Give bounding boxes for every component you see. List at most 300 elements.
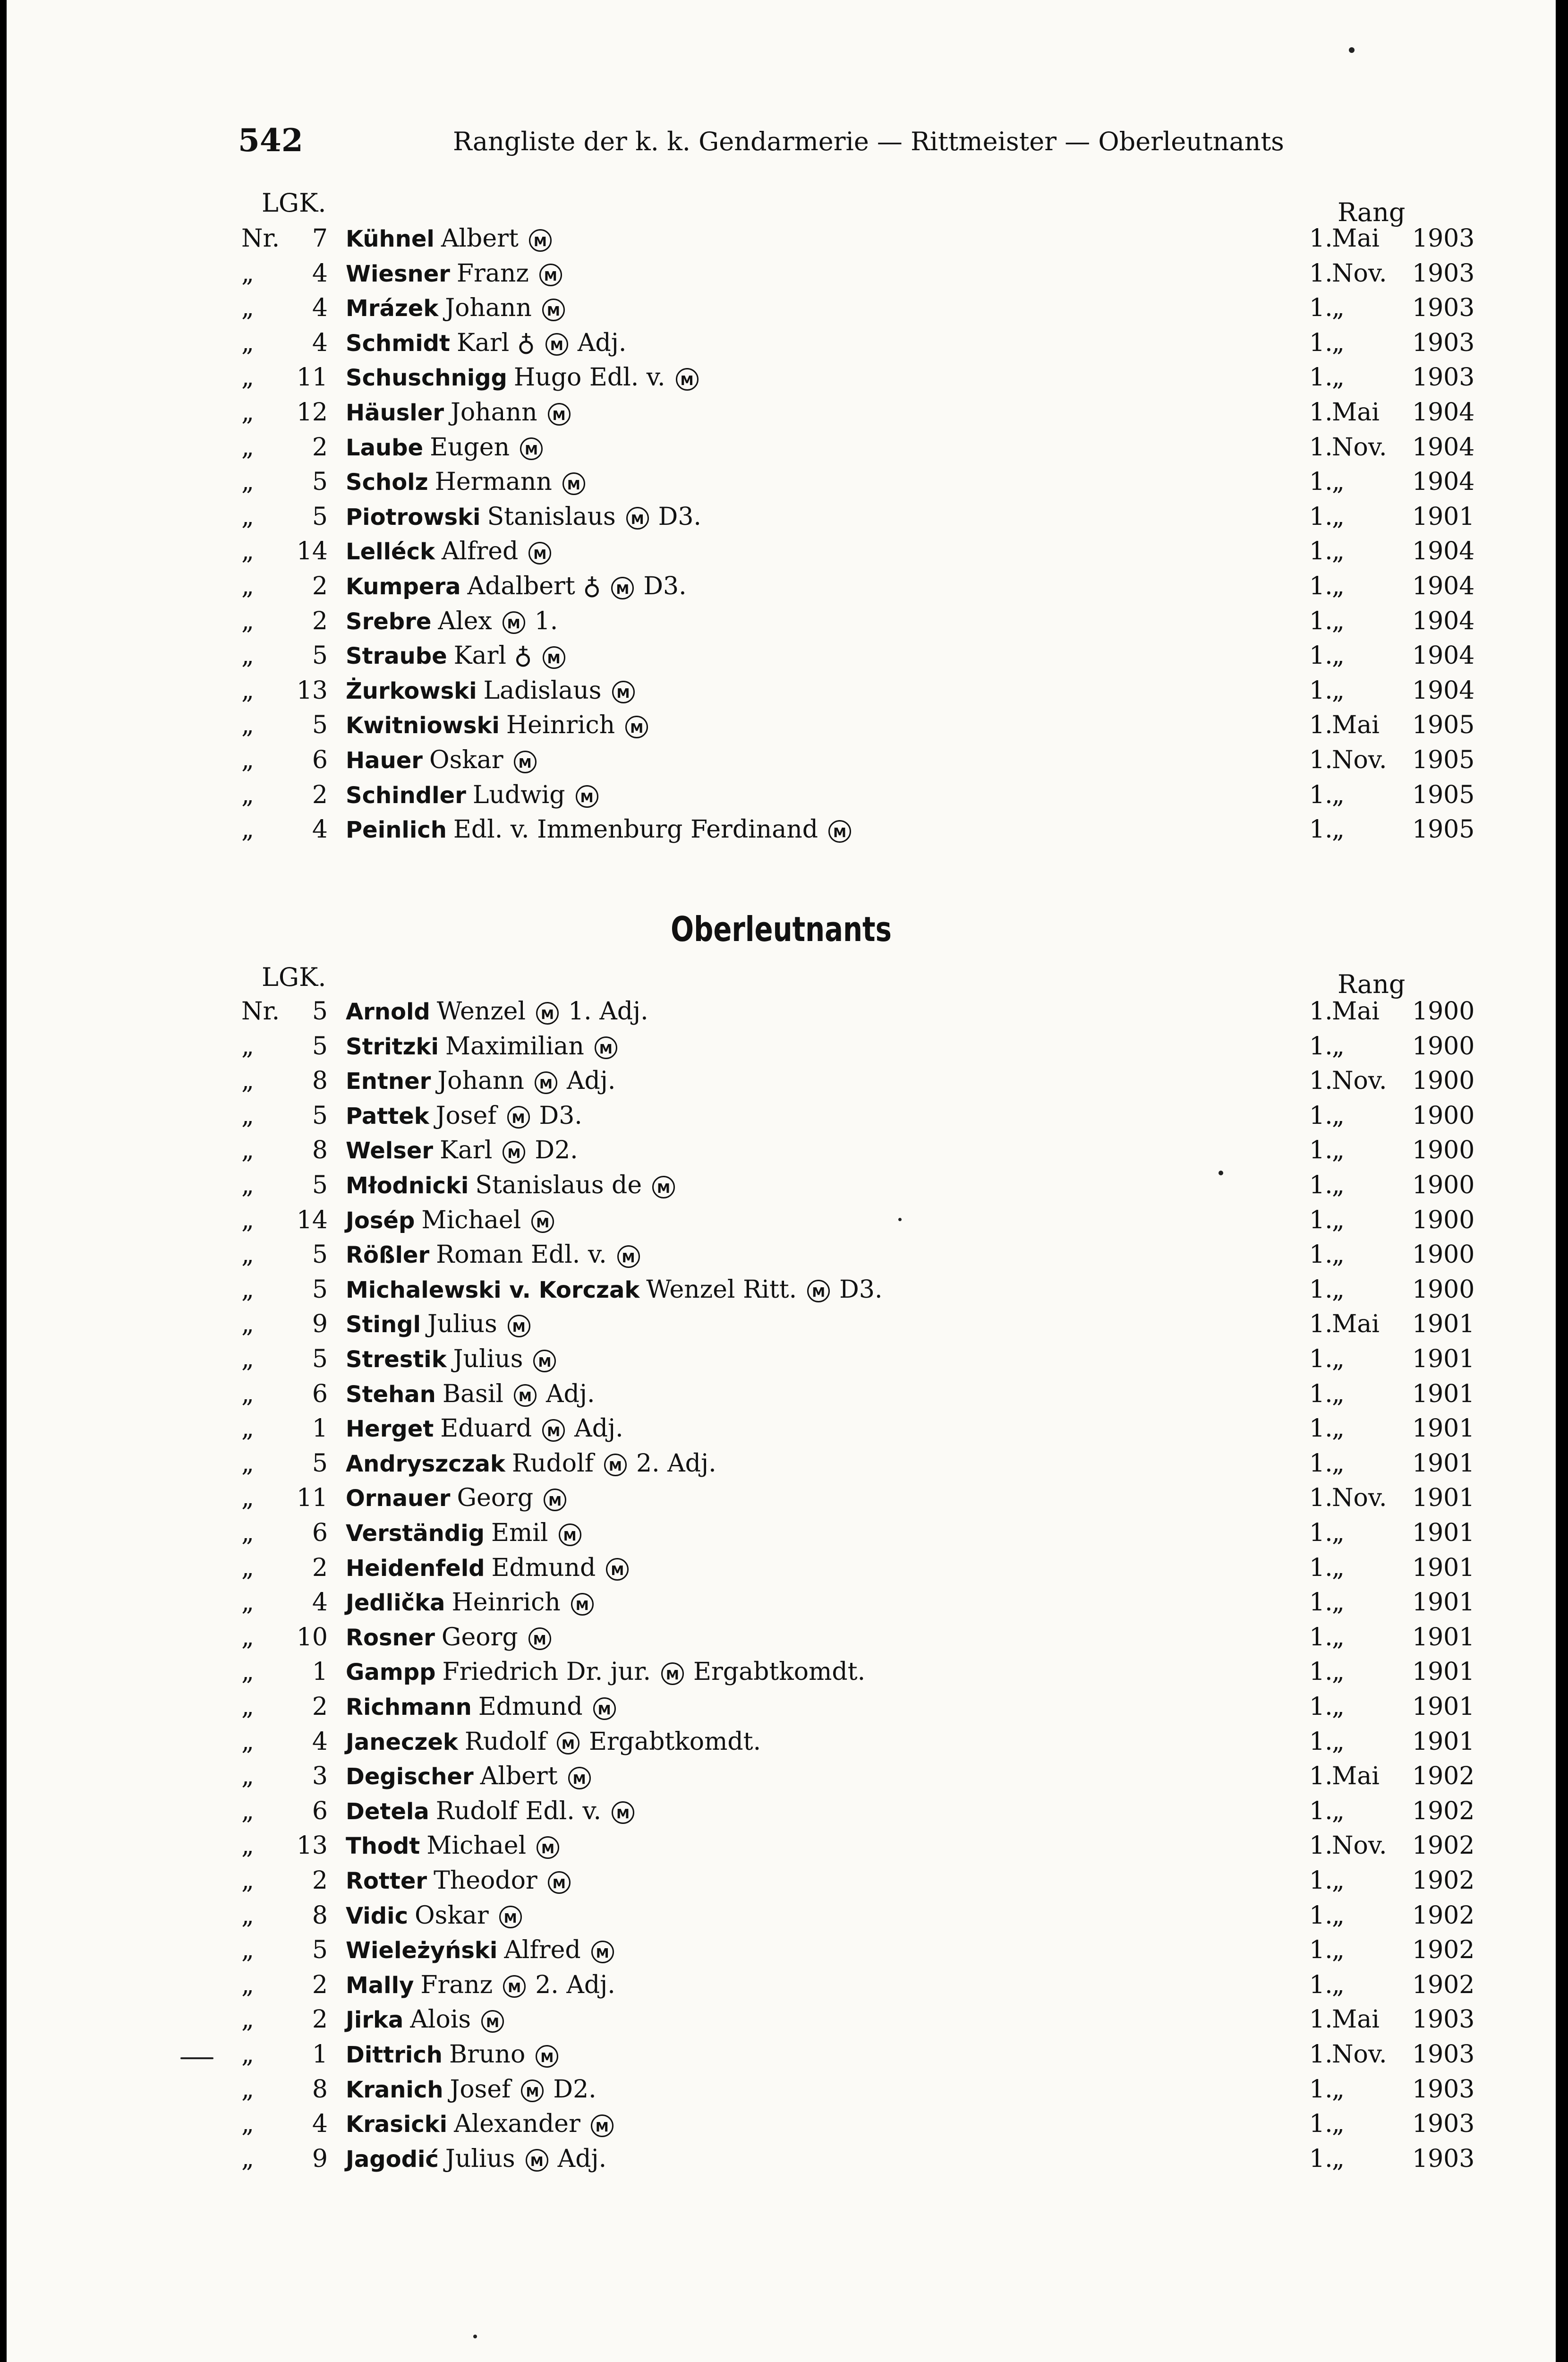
row-prefix: „ [241, 1067, 254, 1095]
roster-row [7, 1588, 1556, 1623]
medal-icon: M [676, 368, 699, 391]
rank-year: 1901 [1412, 1588, 1475, 1617]
medal-icon: M [535, 1071, 557, 1094]
medal-icon: M [528, 1627, 551, 1650]
rank-year: 1900 [1412, 1067, 1475, 1095]
surname: Mrázek [346, 295, 439, 322]
given-name: Franz [456, 259, 529, 288]
rank-date [1309, 398, 1475, 427]
lgk-number: 6 [312, 1519, 328, 1547]
roster-row [7, 1831, 1556, 1866]
row-prefix: „ [241, 1901, 254, 1930]
lgk-number: 5 [312, 642, 328, 670]
surname: Dittrich [346, 2042, 443, 2068]
rank-date [1309, 1658, 1475, 1686]
row-prefix: „ [241, 1171, 254, 1199]
given-name: Ludwig [472, 780, 565, 809]
surname: Entner [346, 1068, 431, 1095]
row-prefix: „ [241, 1449, 254, 1478]
officer-name [346, 1866, 571, 1895]
rank-year: 1902 [1412, 1797, 1475, 1825]
rank-day: 1. [1309, 1970, 1333, 1999]
officer-name [346, 1901, 522, 1930]
surname: Thodt [346, 1833, 420, 1860]
rank-date [1309, 1866, 1475, 1895]
rank-date [1309, 1588, 1475, 1617]
surname: Welser [346, 1138, 434, 1164]
annotation: 2. Adj. [636, 1449, 716, 1478]
rank-year: 1901 [1412, 502, 1475, 531]
medal-icon: M [507, 1106, 530, 1129]
surname: Häusler [346, 400, 444, 426]
officer-name [346, 1971, 615, 1999]
roster-row [7, 294, 1556, 329]
given-name: Stanislaus de [475, 1171, 642, 1199]
rank-date [1309, 1345, 1475, 1373]
medal-icon: M [562, 472, 585, 495]
rank-day: 1. [1309, 468, 1333, 496]
surname: Straube [346, 643, 447, 670]
roster-row [7, 1032, 1556, 1067]
given-name: Eduard [440, 1414, 532, 1443]
medal-icon: M [576, 785, 598, 808]
row-prefix: „ [241, 1379, 254, 1408]
surname: Verständig [346, 1520, 485, 1547]
rank-month: „ [1332, 642, 1345, 670]
lgk-number: 5 [312, 1275, 328, 1304]
surname: Jirka [346, 2007, 404, 2034]
rank-day: 1. [1309, 224, 1333, 253]
medal-icon: M [503, 1975, 526, 1998]
rank-month: „ [1332, 1658, 1345, 1686]
rank-month: „ [1332, 468, 1345, 496]
officer-name [346, 607, 558, 635]
given-name: Oskar [429, 746, 503, 774]
officer-name [346, 1519, 581, 1547]
row-prefix: „ [241, 1553, 254, 1582]
rank-year: 1903 [1412, 224, 1475, 253]
surname: Pattek [346, 1103, 429, 1130]
roster-row [7, 2145, 1556, 2180]
rank-month: „ [1332, 1727, 1345, 1756]
rank-month: „ [1332, 1901, 1345, 1930]
rank-month: „ [1332, 1588, 1345, 1617]
rank-month: „ [1332, 1206, 1345, 1234]
rank-month: Nov. [1332, 1067, 1387, 1095]
rank-date [1309, 642, 1475, 670]
row-prefix: „ [241, 363, 254, 392]
given-name: Edl. v. Immenburg Ferdinand [453, 815, 818, 844]
lgk-number: 2 [312, 607, 328, 635]
rank-day: 1. [1309, 1449, 1333, 1478]
row-prefix: „ [241, 1275, 254, 1304]
rank-month: „ [1332, 1171, 1345, 1199]
roster-row [7, 1067, 1556, 1102]
rank-year: 1900 [1412, 1136, 1475, 1165]
officer-name [346, 2145, 606, 2173]
rank-day: 1. [1309, 2110, 1333, 2139]
speck-mark [1349, 47, 1355, 53]
lgk-number: 5 [312, 502, 328, 531]
surname: Schindler [346, 782, 466, 809]
lgk-number: 9 [312, 2144, 328, 2173]
medal-icon: M [571, 1593, 594, 1616]
given-name: Basil [442, 1379, 503, 1408]
given-name: Rudolf [464, 1727, 546, 1756]
rank-year: 1901 [1412, 1345, 1475, 1373]
rank-day: 1. [1309, 1553, 1333, 1582]
row-prefix: „ [241, 1241, 254, 1269]
row-prefix: „ [241, 1310, 254, 1339]
given-name: Adalbert ♁ [467, 572, 601, 600]
row-prefix: „ [241, 328, 254, 357]
roster-row [7, 1901, 1556, 1936]
rank-month: „ [1332, 2144, 1345, 2173]
given-name: Heinrich [452, 1588, 561, 1617]
officer-name [346, 2040, 558, 2069]
rank-day: 1. [1309, 2005, 1333, 2034]
medal-icon: M [536, 2045, 558, 2068]
given-name: Alfred [441, 537, 519, 566]
surname: Schuschnigg [346, 365, 507, 392]
rank-month: „ [1332, 1623, 1345, 1652]
rank-month: „ [1332, 815, 1345, 844]
rank-day: 1. [1309, 1275, 1333, 1304]
medal-icon: M [595, 1036, 617, 1059]
given-name: Wenzel [436, 997, 526, 1026]
rank-month: „ [1332, 1797, 1345, 1825]
officer-name [346, 1658, 865, 1686]
officer-name [346, 781, 598, 809]
surname: Żurkowski [346, 677, 477, 704]
rank-date [1309, 676, 1475, 705]
roster-row [7, 224, 1556, 259]
lgk-number: 1 [312, 1414, 328, 1443]
given-name: Eugen [430, 433, 510, 462]
row-prefix: „ [241, 1206, 254, 1234]
rank-date [1309, 1275, 1475, 1304]
officer-name [346, 1623, 551, 1652]
rank-day: 1. [1309, 1762, 1333, 1791]
surname: Mally [346, 1972, 414, 1999]
lgk-number: 5 [312, 1171, 328, 1199]
given-name: Albert [441, 224, 519, 253]
roster-row [7, 363, 1556, 398]
given-name: Julius [453, 1345, 523, 1373]
surname: Hauer [346, 747, 423, 774]
rank-year: 1901 [1412, 1693, 1475, 1721]
medal-icon: M [503, 611, 525, 634]
rank-year: 1900 [1412, 997, 1475, 1026]
rank-year: 1901 [1412, 1449, 1475, 1478]
row-prefix: „ [241, 1866, 254, 1895]
rank-day: 1. [1309, 363, 1333, 392]
row-prefix: „ [241, 1797, 254, 1825]
rank-month: Nov. [1332, 259, 1387, 288]
rank-day: 1. [1309, 1901, 1333, 1930]
lgk-number: 2 [312, 1970, 328, 1999]
row-prefix: „ [241, 1658, 254, 1686]
surname: Josép [346, 1207, 415, 1234]
lgk-number: 11 [296, 363, 328, 392]
rank-year: 1901 [1412, 1727, 1475, 1756]
officer-name [346, 1588, 594, 1617]
rank-day: 1. [1309, 433, 1333, 462]
rank-year: 1902 [1412, 1970, 1475, 1999]
row-prefix: „ [241, 398, 254, 427]
medal-icon: M [526, 2149, 548, 2172]
rank-year: 1902 [1412, 1936, 1475, 1965]
given-name: Michael [421, 1206, 521, 1234]
officer-name [346, 329, 626, 357]
given-name: Stanislaus [487, 502, 616, 531]
rank-year: 1901 [1412, 1484, 1475, 1513]
lgk-number: 10 [296, 1623, 328, 1652]
given-name: Josef [435, 1101, 497, 1130]
rank-date [1309, 2144, 1475, 2173]
lgk-number: 6 [312, 746, 328, 774]
row-prefix: „ [241, 1623, 254, 1652]
row-prefix: „ [241, 2110, 254, 2139]
lgk-number: 11 [296, 1484, 328, 1513]
officer-name [346, 2110, 614, 2138]
officer-name [346, 1380, 595, 1408]
medal-icon: M [548, 403, 571, 426]
officer-name [346, 1797, 634, 1825]
rank-date [1309, 294, 1475, 323]
medal-icon: M [807, 1280, 830, 1302]
rank-year: 1902 [1412, 1901, 1475, 1930]
surname: Wiesner [346, 260, 450, 287]
medal-icon: M [611, 577, 634, 599]
rank-year: 1900 [1412, 1032, 1475, 1061]
officer-name [346, 1241, 640, 1269]
rank-date [1309, 1171, 1475, 1199]
rank-month: „ [1332, 1136, 1345, 1165]
rank-month: Mai [1332, 398, 1380, 427]
surname: Andryszczak [346, 1450, 505, 1477]
lgk-number: 2 [312, 1553, 328, 1582]
given-name: Johann [437, 1067, 524, 1095]
medal-icon: M [626, 507, 649, 530]
rank-date [1309, 502, 1475, 531]
roster-row [7, 1345, 1556, 1380]
medal-icon: M [542, 1419, 565, 1442]
rank-day: 1. [1309, 1101, 1333, 1130]
rank-date [1309, 997, 1475, 1026]
surname: Wieleżyński [346, 1937, 498, 1964]
row-prefix: „ [241, 502, 254, 531]
rank-year: 1900 [1412, 1101, 1475, 1130]
rank-month: „ [1332, 1275, 1345, 1304]
given-name: Georg [441, 1623, 518, 1652]
rank-date [1309, 1136, 1475, 1165]
rank-day: 1. [1309, 607, 1333, 635]
surname: Arnold [346, 999, 430, 1025]
medal-icon: M [508, 1315, 530, 1337]
rank-month: „ [1332, 1101, 1345, 1130]
rank-year: 1900 [1412, 1171, 1475, 1199]
rank-date [1309, 572, 1475, 600]
officer-name [346, 224, 552, 253]
lgk-number: 2 [312, 780, 328, 809]
given-name: Friedrich Dr. jur. [442, 1658, 651, 1686]
rank-day: 1. [1309, 1379, 1333, 1408]
officer-name [346, 997, 648, 1026]
surname: Jedlička [346, 1590, 445, 1617]
rank-date [1309, 1693, 1475, 1721]
rank-day: 1. [1309, 1936, 1333, 1965]
rank-month: „ [1332, 1241, 1345, 1269]
medal-icon: M [543, 646, 565, 669]
rank-day: 1. [1309, 642, 1333, 670]
rank-month: „ [1332, 1936, 1345, 1965]
rank-year: 1902 [1412, 1866, 1475, 1895]
rank-date [1309, 2040, 1475, 2069]
annotation: 2. Adj. [535, 1970, 615, 1999]
rank-date [1309, 1936, 1475, 1965]
surname: Heidenfeld [346, 1555, 485, 1582]
row-prefix: „ [241, 1727, 254, 1756]
given-name: Alex [438, 607, 492, 635]
row-prefix: Nr. [241, 997, 280, 1026]
officer-name [346, 1554, 629, 1582]
lgk-number: 6 [312, 1797, 328, 1825]
annotation: Adj. [545, 1379, 595, 1408]
rank-date [1309, 1449, 1475, 1478]
rank-year: 1903 [1412, 2075, 1475, 2104]
rittmeister-lgk-label: LGK. [262, 188, 326, 218]
given-name: Ladislaus [483, 676, 602, 705]
surname: Stehan [346, 1381, 436, 1408]
medal-icon: M [531, 1210, 554, 1233]
rittmeister-rang-label: Rang [1338, 197, 1406, 227]
rank-month: Nov. [1332, 1484, 1387, 1513]
rank-day: 1. [1309, 1241, 1333, 1269]
given-name: Roman Edl. v. [436, 1241, 607, 1269]
roster-row [7, 997, 1556, 1032]
given-name: Hugo Edl. v. [513, 363, 665, 392]
roster-row [7, 1449, 1556, 1484]
rank-date [1309, 1379, 1475, 1408]
rank-day: 1. [1309, 746, 1333, 774]
lgk-number: 5 [312, 997, 328, 1026]
lgk-number: 5 [312, 468, 328, 496]
medal-icon: M [520, 437, 543, 460]
given-name: Albert [480, 1762, 558, 1791]
surname: Lelléck [346, 539, 435, 565]
rank-date [1309, 468, 1475, 496]
rank-year: 1901 [1412, 1379, 1475, 1408]
lgk-number: 4 [312, 815, 328, 844]
officer-name [346, 746, 537, 774]
rank-day: 1. [1309, 294, 1333, 323]
rank-day: 1. [1309, 1866, 1333, 1895]
lgk-number: 5 [312, 1101, 328, 1130]
rank-day: 1. [1309, 1414, 1333, 1443]
roster-row [7, 433, 1556, 468]
given-name: Alexander [454, 2110, 580, 2139]
officer-name [346, 294, 565, 322]
rank-month: „ [1332, 1970, 1345, 1999]
surname: Laube [346, 434, 424, 461]
officer-name [346, 1693, 616, 1721]
rank-month: „ [1332, 2075, 1345, 2104]
speck-mark [898, 1218, 902, 1221]
rank-year: 1902 [1412, 1831, 1475, 1860]
surname: Scholz [346, 469, 428, 496]
rank-year: 1901 [1412, 1310, 1475, 1339]
officer-name [346, 1102, 582, 1130]
surname: Detela [346, 1798, 429, 1825]
rank-month: Mai [1332, 2005, 1380, 2034]
medal-icon: M [625, 716, 648, 738]
roster-row [7, 259, 1556, 294]
rank-date [1309, 1101, 1475, 1130]
surname: Ornauer [346, 1485, 451, 1512]
rank-month: Mai [1332, 1762, 1380, 1791]
rank-year: 1905 [1412, 711, 1475, 740]
rank-date [1309, 1797, 1475, 1825]
row-prefix: Nr. [241, 224, 280, 253]
rank-date [1309, 1727, 1475, 1756]
given-name: Heinrich [506, 711, 615, 740]
oberleutnants-rang-label: Rang [1338, 969, 1406, 999]
row-prefix: „ [241, 1936, 254, 1965]
row-prefix: „ [241, 572, 254, 600]
roster-row [7, 746, 1556, 781]
rank-date [1309, 433, 1475, 462]
rank-day: 1. [1309, 1171, 1333, 1199]
lgk-number: 2 [312, 1693, 328, 1721]
surname: Młodnicki [346, 1172, 469, 1199]
officer-name [346, 642, 565, 670]
rank-month: „ [1332, 1345, 1345, 1373]
roster-row [7, 2005, 1556, 2040]
roster-row [7, 1414, 1556, 1449]
rank-date [1309, 746, 1475, 774]
annotation: 1. [534, 607, 558, 635]
roster-row [7, 2075, 1556, 2110]
given-name: Johann [445, 294, 532, 323]
medal-icon: M [604, 1454, 627, 1476]
lgk-number: 4 [312, 2110, 328, 2139]
row-prefix: „ [241, 1484, 254, 1513]
medal-icon: M [591, 1941, 614, 1963]
row-prefix: „ [241, 1032, 254, 1061]
officer-name [346, 398, 571, 427]
medal-icon: M [499, 1906, 522, 1928]
rank-day: 1. [1309, 1831, 1333, 1860]
surname: Stingl [346, 1311, 421, 1338]
roster-row [7, 2110, 1556, 2145]
medal-icon: M [545, 333, 568, 356]
roster-row [7, 1102, 1556, 1137]
row-prefix: „ [241, 2075, 254, 2104]
lgk-number: 8 [312, 1067, 328, 1095]
row-prefix: „ [241, 607, 254, 635]
surname: Jagodić [346, 2146, 439, 2173]
row-prefix: „ [241, 2040, 254, 2069]
rank-month: „ [1332, 328, 1345, 357]
lgk-number: 7 [312, 224, 328, 253]
given-name: Rudolf [511, 1449, 594, 1478]
rank-day: 1. [1309, 2144, 1333, 2173]
medal-icon: M [568, 1767, 591, 1789]
rank-date [1309, 1623, 1475, 1652]
row-prefix: „ [241, 468, 254, 496]
given-name: Alois [410, 2005, 471, 2034]
